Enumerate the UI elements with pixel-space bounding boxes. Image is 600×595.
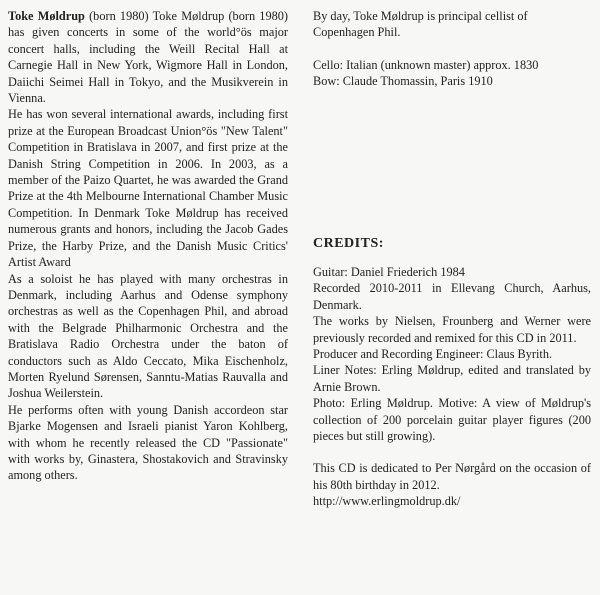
bio-paragraph-2: He has won several international awards, including first prize at the European Broadcast Union°ös "New Talent" Competition in Bratislava in 2007, and first prize at the Danish String Competition in 2006. In 2003, as a member of the Paizo Quartet, he was awarded the Grand Prize at the 4th Melbourne International Chamber Music Competition. In Denmark Toke Møldrup has received numerous grants and honors, including the Jacob Gades Prize, the Harby Prize, and the Danish Music Critics' Artist Award <box>8 107 288 270</box>
instrument-column <box>313 8 591 90</box>
dedication-text: This CD is dedicated to Per Nørgård on the occasion of his 80th birthday in 2012. <box>313 461 591 492</box>
credit-guitar: Guitar: Daniel Friederich 1984 <box>313 265 465 279</box>
credit-recorded: Recorded 2010-2011 in Ellevang Church, Aarhus, Denmark. <box>313 281 591 312</box>
artist-name: Toke Møldrup <box>8 9 85 23</box>
credit-photo: Photo: Erling Møldrup. Motive: A view of Møldrup's collection of 200 porcelain guitar player figures (200 pieces but still growing). <box>313 396 591 444</box>
credit-works: The works by Nielsen, Frounberg and Werner were previously recorded and remixed for this CD in 2011. <box>313 314 591 345</box>
credit-producer: Producer and Recording Engineer: Claus Byrith. <box>313 347 553 362</box>
credits-heading: CREDITS: <box>313 236 384 251</box>
bio-paragraph-4: He performs often with young Danish accordeon star Bjarke Mogensen and Israeli pianist Yaron Kohlberg, with whom he recently released the CD "Passionate" with works by, Ginastera, Shostakovich and Stravinsky among others. <box>8 402 288 483</box>
principal-cellist-text: By day, Toke Møldrup is principal cellist of Copenhagen Phil. <box>313 9 528 40</box>
bio-paragraph-1 <box>8 8 288 106</box>
bow-info: Bow: Claude Thomassin, Paris 1910 <box>313 74 493 89</box>
bio-paragraph-3: As a soloist he has played with many orchestras in Denmark, including Aarhus and Odense symphony orchestras as well as the Copenhagen Phil, and abroad with the Belgrade Philharmonic Orchestra and the Bratislava Radio Orchestra under the baton of conductors such as Aldo Ceccato, Mika Eischenholz, Morten Ryelund Sørensen, Sanntu-Matias Rauvalla and Joshua Weilerstein. <box>8 271 288 401</box>
credit-liner-notes: Liner Notes: Erling Møldrup, edited and translated by Arnie Brown. <box>313 363 591 394</box>
cello-info: Cello: Italian (unknown master) approx. 1830 <box>313 57 539 72</box>
bio-paragraph-1-text: (born 1980) Toke Møldrup (born 1980) has given concerts in some of the world°ös major concert halls, including the Weill Recital Hall at Carnegie Hall in New York, Wigmore Hall in London, Daiichi Seimei Hall in Tokyo, and the Musikverein in Vienna. <box>8 9 288 106</box>
website-link[interactable]: http://www.erlingmoldrup.dk/ <box>313 494 461 509</box>
biography-column <box>8 8 288 484</box>
credits-list <box>313 264 591 510</box>
